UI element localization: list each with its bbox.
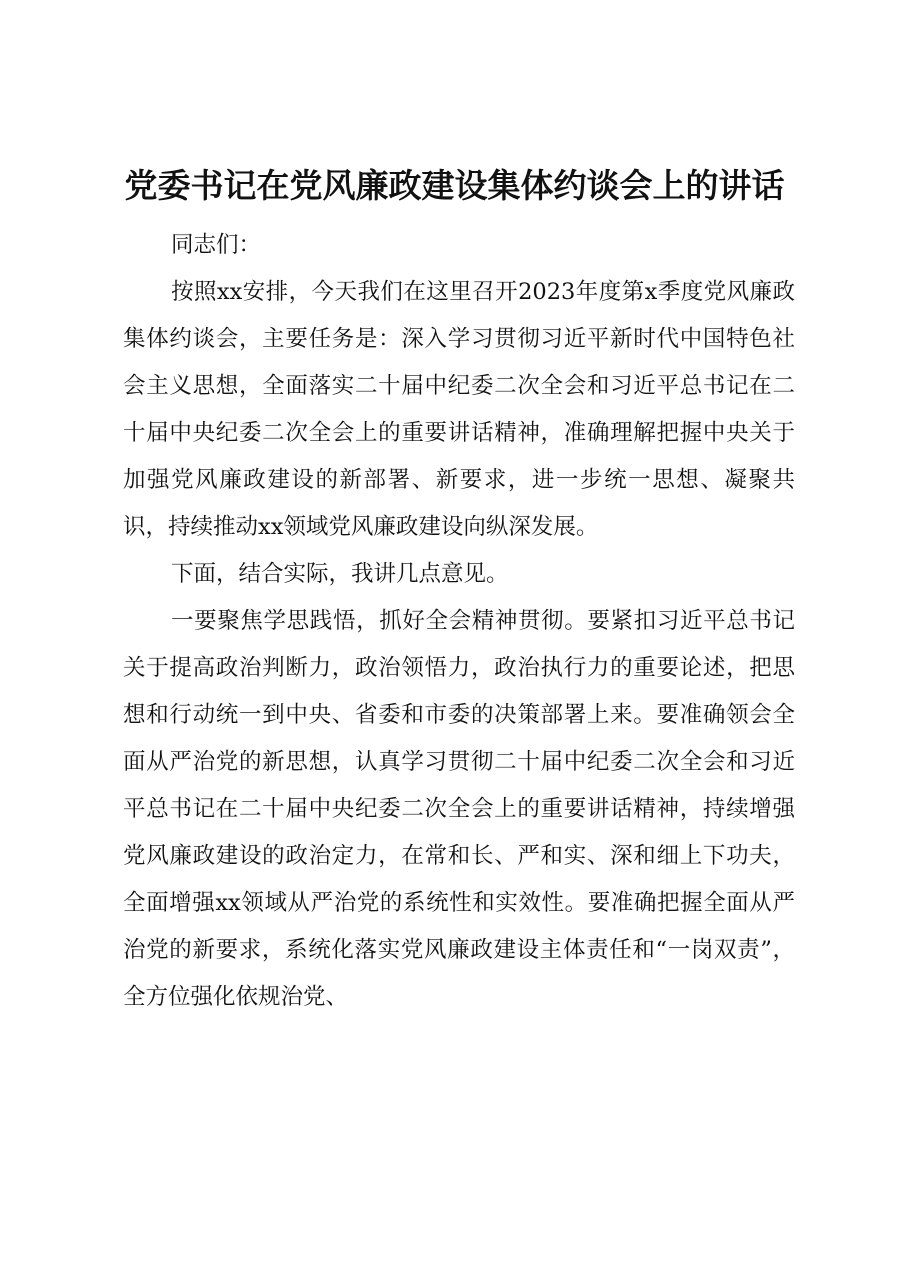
point-one-paragraph: 一要聚焦学思践悟，抓好全会精神贯彻。要紧扣习近平总书记关于提高政治判断力，政治领悟力，政治执行力的重要论述，把思想和行动统一到中央、省委和市委的决策部署上来。要准确领会全面从严治党的新思想，认真学习贯彻二十届中纪委二次全会和习近平总书记在二十届中央纪委二次全会上的重要讲话精神，持续增强党风廉政建设的政治定力，在常和长、严和实、深和细上下功夫，全面增强xx领域从严治党的系统性和实效性。要准确把握全面从严治党的新要求，系统化落实党风廉政建设主体责任和“一岗双责”，全方位强化依规治党、 (123, 608, 795, 1010)
document-title: 党委书记在党风廉政建设集体约谈会上的讲话 (124, 166, 785, 205)
document-body (123, 222, 795, 1021)
intro-paragraph: 按照xx安排，今天我们在这里召开2023年度第x季度党风廉政集体约谈会，主要任务是：深入学习贯彻习近平新时代中国特色社会主义思想，全面落实二十届中纪委二次全会和习近平总书记在二十届中央纪委二次全会上的重要讲话精神，准确理解把握中央关于加强党风廉政建设的新部署、新要求，进一步统一思想、凝聚共识，持续推动xx领域党风廉政建设向纵深发展。 (123, 279, 795, 540)
greeting-paragraph: 同志们： (171, 232, 262, 258)
transition-paragraph: 下面，结合实际，我讲几点意见。 (171, 561, 509, 587)
